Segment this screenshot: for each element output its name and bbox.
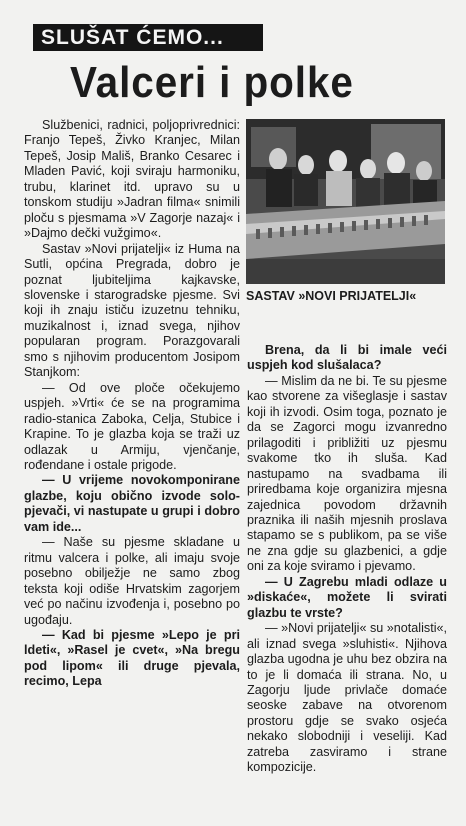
- article-column-left: [24, 118, 240, 690]
- article-column-right: [247, 343, 447, 776]
- article-paragraph: — Mislim da ne bi. Te su pjesme kao stvorene za višeglasje i sastav koji ih izvodi. Osim toga, poznato je da se Zagorci mogu izvanredno prilagoditi i približiti uz pjesmu svakome tko ih sluša. Kad nastupamo na svadbama ili priredbama koje organizira mjesna zajednica povodom državnih praznika ili naših mjesnih proslava stapamo se s publikom, pa se više ne zna gdje su glazbenici, a gdje oni za koje sviramo i pjevamo.: [247, 373, 447, 574]
- article-paragraph: — »Novi prijatelji« su »notalisti«, ali iznad svega »sluhisti«. Njihova glazba ugodna je uhu bez obzira na to je li domaća ili strana. No, u Zagorju ljude privlače domaće seoske zabave na otvorenom prostoru gdje se svako osjeća nekako slobodniji i veseliji. Kad zatreba zasviramo i strane kompozicije.: [247, 621, 447, 775]
- interview-question: — Kad bi pjesme »Lepo je pri ldeti«, »Rasel je cvet«, »Na bregu pod lipom« ili druge pjevala, recimo, Lepa: [24, 627, 240, 689]
- photo-caption: SASTAV »NOVI PRIJATELJI«: [246, 289, 417, 303]
- band-photo-image: [246, 119, 445, 284]
- article-paragraph: — Naše su pjesme skladane u ritmu valcera i polke, ali imaju svoje posebno obilježje ne samo zbog teksta koji odiše Hrvatskim zagorjem već po načinu izvođenja i, posebno po ugođaju.: [24, 535, 240, 627]
- interview-question: — U vrijeme novokomponirane glazbe, koju obično izvode solo-pjevači, vi nastupate u grupi i dobro vam ide...: [24, 473, 240, 534]
- article-paragraph: — Od ove ploče očekujemo uspjeh. »Vrti« će se na programima radio-stanica Zaboka, Celja, Stubice i Krapine. To je glazba koja se traži uz odlazak u Armiju, vjenčanje, rođendane i ostale prigode.: [24, 380, 240, 472]
- interview-question: — U Zagrebu mladi odlaze u »diskaće«, možete li svirati glazbu te vrste?: [247, 574, 447, 620]
- article-paragraph: Službenici, radnici, poljoprivrednici: Franjo Tepeš, Živko Kranjec, Milan Tepeš, Josip Mališ, Branko Cesarec i Mladen Pavić, koji sviraju harmoniku, trubu, klarinet itd. upravo su u tonskom studiju »Jadran filma« snimili ploču s pjesmama »V Zagorje nazaj« i »Dajmo dečki vužgimo«.: [24, 118, 240, 241]
- article-headline: Valceri i polke: [70, 58, 354, 107]
- interview-question: Brena, da li bi imale veći uspjeh kod slušalaca?: [247, 343, 447, 373]
- article-paragraph: Sastav »Novi prijatelji« iz Huma na Sutli, općina Pregrada, dobro je poznat ljubiteljima kajkavske, slovenske i starogradske pjesme. Svi koji ih znaju ističu izuzetnu tehniku, muzikalnost i, iznad svega, njihov popularan program. Porazgovarali smo s njihovim producentom Josipom Stanjkom:: [24, 241, 240, 380]
- section-kicker: SLUŠAT ĆEMO...: [33, 24, 263, 51]
- band-photo: [246, 119, 445, 284]
